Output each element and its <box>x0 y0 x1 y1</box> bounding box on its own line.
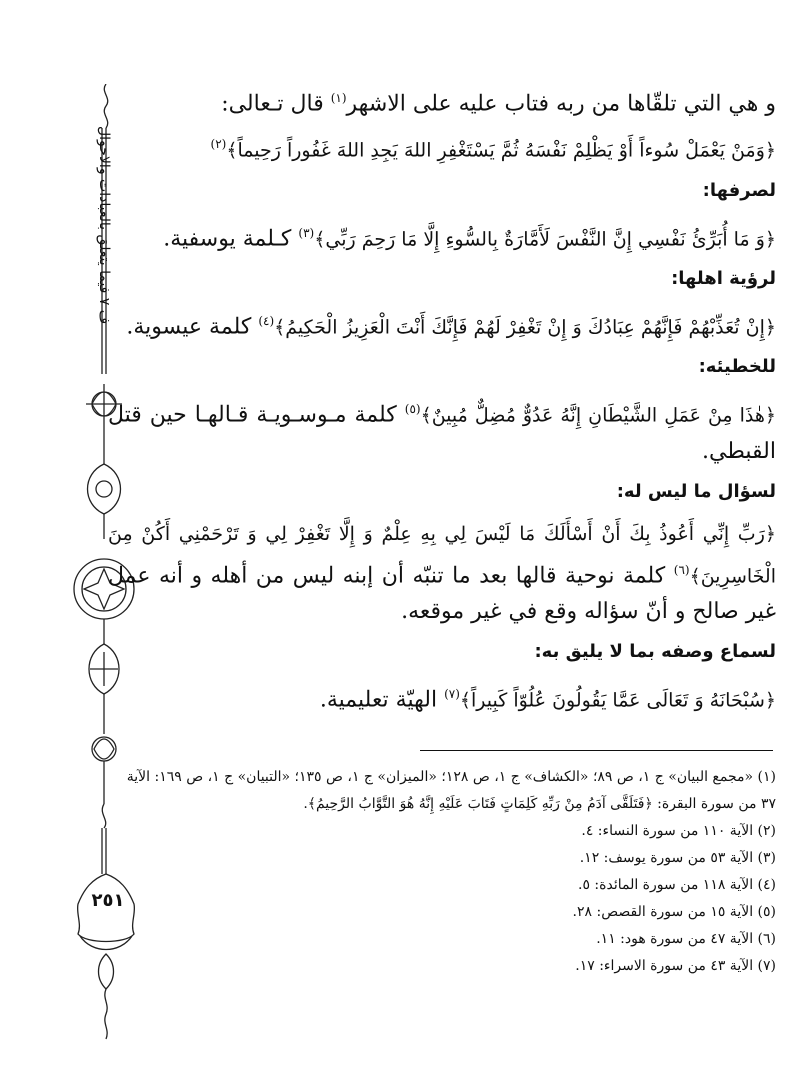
footnotes <box>108 764 776 980</box>
footnote: (٣) الآية ٥٣ من سورة يوسف: ١٢. <box>579 850 776 866</box>
running-title: ف ٧ فيما يتعلق بالعبادات والاحوال <box>96 125 112 325</box>
footnote-divider <box>420 750 773 751</box>
footnote-ref: (٤) <box>258 313 275 328</box>
footnote: (١) «مجمع البيان» ج ١، ص ٨٩؛ «الكشاف» ج ١، ص ١٢٨؛ «الميزان» ج ١، ص ١٣٥؛ «التبيان» ج ١، ص ١٦٩: الآية ٣٧ من سورة البقرة: ﴿فَتَلَقَّى آدَمُ مِنْ رَبِّهِ كَلِمَاتٍ فَتَابَ عَلَيْهِ إِنَّهُ هُوَ التَّوَّابُ الرَّحِيمُ﴾. <box>126 769 776 812</box>
section-paragraph: ﴿سُبْحَانَهُ وَ تَعَالَى عَمَّا يَقُولُونَ عُلُوّاً كَبِيراً﴾$^{(٧)}$ الهيّة تعليمية. <box>319 686 776 713</box>
section-heading: لصرفها: <box>702 179 776 201</box>
footnote-ref: (٢) <box>210 137 227 152</box>
section-heading: لسماع وصفه بما لا يليق به: <box>534 640 776 662</box>
footnote-ref: (٦) <box>673 562 690 577</box>
footnote-ref: (٣) <box>298 225 315 240</box>
footnote-ref: (١) <box>330 91 347 105</box>
section-paragraph: ﴿إِنْ تُعَذِّبْهُمْ فَإِنَّهُمْ عِبَادُكَ وَ إِنْ تَغْفِرْ لَهُمْ فَإِنَّكَ أَنْتَ الْعَزِيزُ الْحَكِيمُ﴾$^{(٤)}$ كلمة عيسوية. <box>126 313 776 340</box>
main-text <box>108 80 776 722</box>
page-number: ٢٥١ <box>91 890 125 911</box>
section-paragraph: ﴿هٰذَا مِنْ عَمَلِ الشَّيْطَانِ إِنَّهُ عَدُوٌّ مُضِلٌّ مُبِينٌ﴾$^{(٥)}$ كلمة مـوسـويـة قـالهـا حين قتل القبطي. <box>108 402 776 464</box>
footnote-ref: (٧) <box>444 686 460 701</box>
intro-paragraph: و هي التي تلقّاها من ربه فتاب عليه على الاشهر$^{(١)}$ قال تـعالى: <box>221 91 776 117</box>
footnote-ref: (٥) <box>404 402 421 417</box>
footnote: (٧) الآية ٤٣ من سورة الاسراء: ١٧. <box>575 958 776 974</box>
intro-quote: ﴿وَمَنْ يَعْمَلْ سُوءاً أَوْ يَظْلِمْ نَفْسَهُ ثُمَّ يَسْتَغْفِرِ اللهَ يَجِدِ اللهَ غَفُوراً رَحِيماً﴾$^{(٢)}$ <box>210 137 776 162</box>
footnote: (٤) الآية ١١٨ من سورة المائدة: ٥. <box>577 877 776 893</box>
footnote: (٢) الآية ١١٠ من سورة النساء: ٤. <box>581 823 776 839</box>
footnote: (٥) الآية ١٥ من سورة القصص: ٢٨. <box>572 904 776 920</box>
section-paragraph: ﴿وَ مَا أُبَرِّئُ نَفْسِي إِنَّ النَّفْسَ لَأَمَّارَةٌ بِالسُّوءِ إِلَّا مَا رَحِمَ رَبِّي﴾$^{(٣)}$ كـلمة يوسفية. <box>163 225 776 251</box>
footnote: (٦) الآية ٤٧ من سورة هود: ١١. <box>596 931 776 947</box>
section-heading: لرؤية اهلها: <box>671 267 776 289</box>
section-heading: للخطيئه: <box>698 356 776 378</box>
section-paragraph: ﴿رَبِّ إِنِّي أَعُوذُ بِكَ أَنْ أَسْأَلَكَ مَا لَيْسَ لِي بِهِ عِلْمٌ وَ إِلَّا تَغْفِرْ لِي وَ تَرْحَمْنِي أَكُنْ مِنَ الْخَاسِرِينَ﴾$^{(٦)}$ كلمة نوحية قالها بعد ما تنبّه أن إبنه ليس من أهله و أنه عمل غير صالح و أنّ سؤاله وقع في غير موقعه. <box>108 522 776 624</box>
section-heading: لسؤال ما ليس له: <box>616 480 776 502</box>
